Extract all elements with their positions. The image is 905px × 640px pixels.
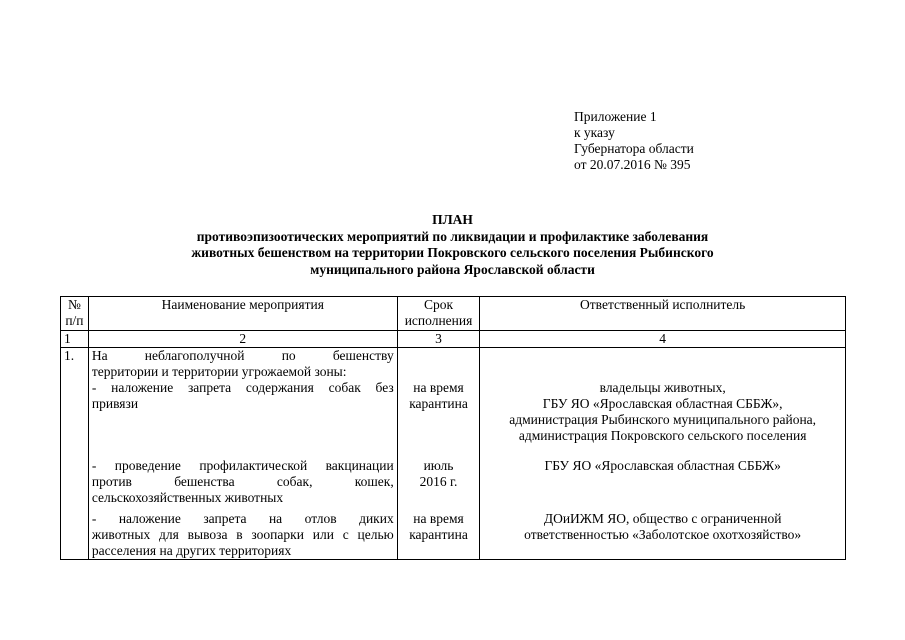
table-row bbox=[61, 348, 846, 560]
header-term-line: исполнения bbox=[404, 313, 473, 328]
table-header-row bbox=[61, 297, 846, 331]
executor-text: администрация Покровского сельского поселения bbox=[518, 428, 807, 443]
measure-text: - наложение запрета содержания собак без bbox=[91, 380, 394, 395]
header-number-line: п/п bbox=[65, 313, 84, 328]
executor-text: ответственностью «Заболотское охотхозяйство» bbox=[524, 527, 802, 542]
header-term bbox=[397, 297, 480, 331]
term-text: карантина bbox=[409, 396, 468, 411]
executor-text: владельцы животных, bbox=[599, 380, 726, 395]
term-text: на время bbox=[413, 380, 464, 395]
row-number: 1. bbox=[61, 348, 89, 560]
header-executor: Ответственный исполнитель bbox=[480, 297, 846, 331]
title-line: ПЛАН bbox=[432, 212, 473, 227]
term-text: карантина bbox=[409, 527, 468, 542]
term-cell bbox=[397, 348, 480, 560]
measure-text: территории и территории угрожаемой зоны: bbox=[91, 364, 347, 379]
title-line: противоэпизоотических мероприятий по ликвидации и профилактике заболевания bbox=[196, 228, 709, 244]
measure-text: против бешенства собак, кошек, bbox=[91, 474, 394, 489]
term-text: июль bbox=[423, 458, 454, 473]
plan-table bbox=[60, 296, 846, 560]
title-line: животных бешенством на территории Покровского сельского поселения Рыбинского bbox=[191, 245, 714, 260]
measure-text: сельскохозяйственных животных bbox=[91, 490, 284, 505]
term-text: 2016 г. bbox=[419, 474, 458, 489]
measure-text: На неблагополучной по бешенству bbox=[91, 348, 394, 363]
column-number-cell: 1 bbox=[61, 331, 89, 348]
header-term-line: Срок bbox=[423, 297, 454, 312]
executor-text: ГБУ ЯО «Ярославская областная СББЖ» bbox=[544, 458, 781, 473]
appendix-line: к указу bbox=[574, 125, 615, 140]
title-line: муниципального района Ярославской области bbox=[310, 261, 595, 277]
executor-text: администрация Рыбинского муниципального района, bbox=[509, 412, 817, 427]
header-number bbox=[61, 297, 89, 331]
column-number-cell: 3 bbox=[397, 331, 480, 348]
appendix-block bbox=[574, 109, 694, 173]
column-number-row bbox=[61, 331, 846, 348]
column-number-cell: 4 bbox=[480, 331, 846, 348]
term-text: на время bbox=[413, 511, 464, 526]
measure-text: животных для вывоза в зоопарки или с целью bbox=[91, 527, 394, 542]
measure-cell bbox=[88, 348, 397, 560]
column-number-cell: 2 bbox=[88, 331, 397, 348]
document-title bbox=[0, 212, 905, 278]
measure-text: расселения на других территориях bbox=[91, 543, 292, 558]
header-number-line: № bbox=[67, 297, 81, 312]
appendix-line: от 20.07.2016 № 395 bbox=[574, 157, 691, 172]
header-name: Наименование мероприятия bbox=[88, 297, 397, 331]
measure-text: - наложение запрета на отлов диких bbox=[91, 511, 394, 526]
executor-text: ГБУ ЯО «Ярославская областная СББЖ», bbox=[542, 396, 783, 411]
executor-text: ДОиИЖМ ЯО, общество с ограниченной bbox=[543, 511, 782, 526]
measure-text: - проведение профилактической вакцинации bbox=[91, 458, 394, 473]
appendix-line: Приложение 1 bbox=[574, 109, 657, 124]
measure-text: привязи bbox=[91, 396, 139, 411]
executor-cell bbox=[480, 348, 846, 560]
appendix-line: Губернатора области bbox=[574, 141, 694, 156]
